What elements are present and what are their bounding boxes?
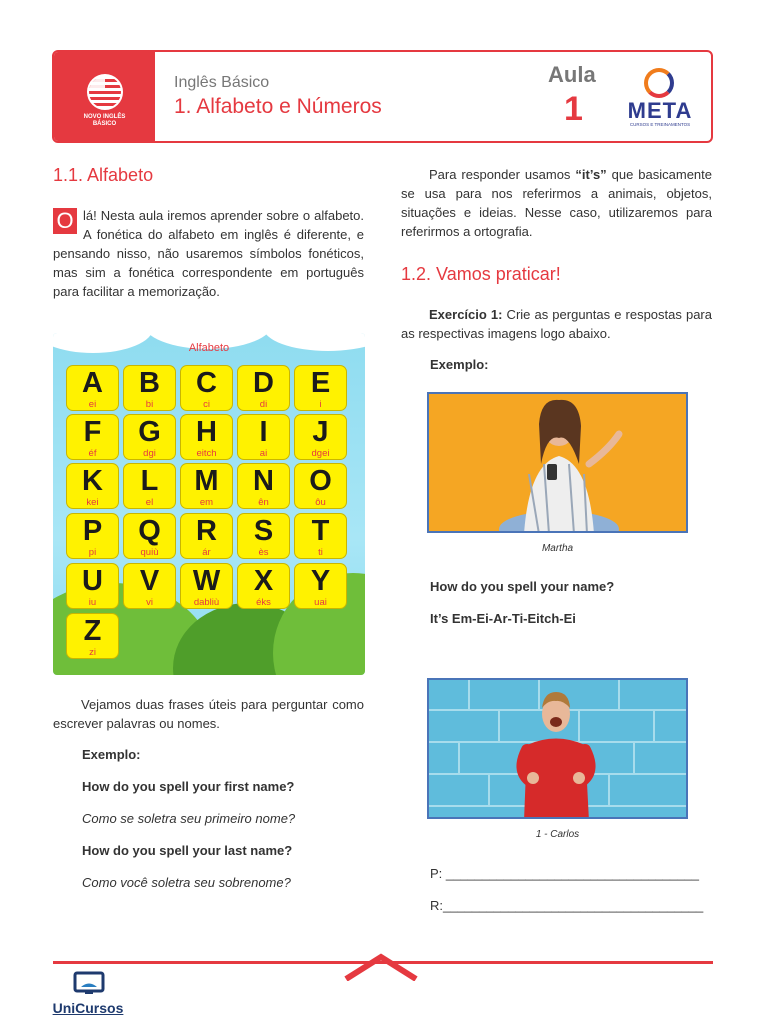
letter-pronunciation: ai [259,448,268,459]
letter-pronunciation: dgi [143,448,156,459]
letter-glyph: I [259,416,268,448]
letter-glyph: K [82,465,103,497]
letter-tile-r [180,513,233,559]
letter-glyph: C [196,367,217,399]
example-answer: It’s Em-Ei-Ar-Ti-Eitch-Ei [430,611,576,626]
photo-carlos [427,678,688,819]
intro-paragraph [53,206,364,301]
letter-tile-a [66,365,119,411]
letter-pronunciation: éf [88,448,97,459]
section-title-praticar: 1.2. Vamos praticar! [401,264,561,284]
letter-glyph: E [310,367,331,399]
letter-pronunciation: quiù [140,547,159,558]
letter-tile-j [294,414,347,460]
letter-pronunciation: vi [146,597,153,608]
lesson-header [52,50,713,143]
letter-tile-d [237,365,290,411]
letter-tile-f [66,414,119,460]
letter-glyph: H [196,416,217,448]
letter-glyph: W [192,565,221,597]
letter-glyph: N [253,465,274,497]
letter-pronunciation: em [199,497,214,508]
woman-figure-icon [429,394,688,533]
example-label-right: Exemplo: [430,357,489,372]
unicursos-logo-text: UniCursos [52,1000,124,1016]
letter-pronunciation: i [319,399,322,410]
letter-glyph: T [311,515,330,547]
letter-pronunciation: el [145,497,154,508]
its-paragraph: Para responder usamos “it’s” que basicamente se usa para nos referirmos a animais, objetos, situações e ideias. Nesse caso, utilizaremos para referirmos a ortografia. [401,167,712,239]
letter-pronunciation: dgei [311,448,330,459]
letter-pronunciation: ès [258,547,269,558]
letter-pronunciation: kei [86,497,99,508]
letter-pronunciation: ôu [315,497,326,508]
letter-tile-x [237,563,290,609]
letter-glyph: P [82,515,103,547]
letter-glyph: O [309,465,332,497]
letter-tile-v [123,563,176,609]
answer-line-p: P: ___________________________________ [430,866,699,881]
exercise-label: Exercício 1: [429,307,503,322]
question-last-name: How do you spell your last name? [82,843,293,858]
example-label: Exemplo: [82,747,141,762]
letter-tile-z [66,613,119,659]
letter-pronunciation: uai [314,597,327,608]
letter-glyph: F [83,416,102,448]
letter-pronunciation: zi [89,647,96,658]
letter-pronunciation: eitch [196,448,217,459]
letter-glyph: V [139,565,160,597]
meta-logo-subtitle: CURSOS E TREINAMENTOS [629,122,691,127]
letter-tile-h [180,414,233,460]
letter-glyph: U [82,565,103,597]
phrases-intro: Vejamos duas frases úteis para perguntar como escrever palavras ou nomes. [53,697,364,731]
example-question: How do you spell your name? [430,579,615,594]
caption-martha: Martha [541,543,574,554]
its-word: “it’s” [575,167,607,182]
monitor-book-icon [48,970,128,1000]
letter-tile-n [237,463,290,509]
letter-glyph: Q [138,515,161,547]
letter-tile-l [123,463,176,509]
letter-tile-w [180,563,233,609]
badge-line-1: NOVO INGLÊS [83,114,126,120]
letter-tile-k [66,463,119,509]
letter-glyph: Z [83,615,102,647]
letter-glyph: M [194,465,219,497]
letter-glyph: A [82,367,103,399]
letter-tile-t [294,513,347,559]
letter-pronunciation: ci [203,399,210,410]
caption-carlos: 1 - Carlos [535,829,580,840]
badge-line-2: BÁSICO [92,121,117,127]
letter-pronunciation: pi [88,547,97,558]
letter-tile-b [123,365,176,411]
course-badge [54,52,155,141]
aula-number: 1 [564,90,583,128]
letter-tile-m [180,463,233,509]
translation-first-name: Como se soletra seu primeiro nome? [82,811,296,826]
meta-swirl-icon [644,68,674,98]
letter-glyph: R [196,515,217,547]
letter-pronunciation: di [259,399,268,410]
exercise-paragraph: Exercício 1: Crie as perguntas e respostas para as respectivas imagens logo abaixo. [401,307,712,341]
letter-pronunciation: ár [202,547,211,558]
letter-pronunciation: iu [88,597,97,608]
translation-last-name: Como você soletra seu sobrenome? [82,875,291,890]
letter-tile-y [294,563,347,609]
lesson-title: 1. Alfabeto e Números [174,95,382,118]
chevron-up-icon [344,953,418,981]
letter-pronunciation: éks [256,597,271,608]
drop-cap: O [53,208,77,234]
letter-glyph: Y [310,565,331,597]
man-figure-icon [429,680,688,819]
letter-tile-u [66,563,119,609]
letter-tile-o [294,463,347,509]
letter-glyph: D [253,367,274,399]
answer-line-r: R:____________________________________ [430,898,704,913]
alphabet-title: Alfabeto [188,342,230,354]
letter-glyph: B [139,367,160,399]
letter-pronunciation: bi [145,399,154,410]
meta-logo-text: META [627,98,693,123]
us-flag-icon [87,74,123,110]
letter-glyph: G [138,416,161,448]
section-title-alfabeto: 1.1. Alfabeto [53,165,154,185]
letter-tile-g [123,414,176,460]
letter-glyph: S [253,515,274,547]
letter-glyph: J [312,416,329,448]
question-first-name: How do you spell your first name? [82,779,295,794]
alphabet-poster [53,333,365,675]
letter-glyph: X [253,565,274,597]
meta-logo [620,66,700,130]
letter-tile-i [237,414,290,460]
letter-tile-q [123,513,176,559]
letter-tile-c [180,365,233,411]
letter-pronunciation: ei [88,399,97,410]
letter-glyph: L [140,465,159,497]
aula-label: Aula [548,62,596,87]
letter-pronunciation: ên [258,497,269,508]
letter-pronunciation: dabliù [193,597,220,608]
letter-tile-p [66,513,119,559]
intro-text: lá! Nesta aula iremos aprender sobre o alfabeto. A fonética do alfabeto em inglês é diferente, e pensando nisso, não usaremos símbolos fonéticos, mas sim a fonética correspondente em português para facilitar a memorização. [53,208,364,299]
letter-pronunciation: ti [318,547,323,558]
photo-martha [427,392,688,533]
letter-tile-s [237,513,290,559]
unicursos-logo [48,970,128,1020]
letter-tile-e [294,365,347,411]
course-name: Inglês Básico [174,74,270,91]
